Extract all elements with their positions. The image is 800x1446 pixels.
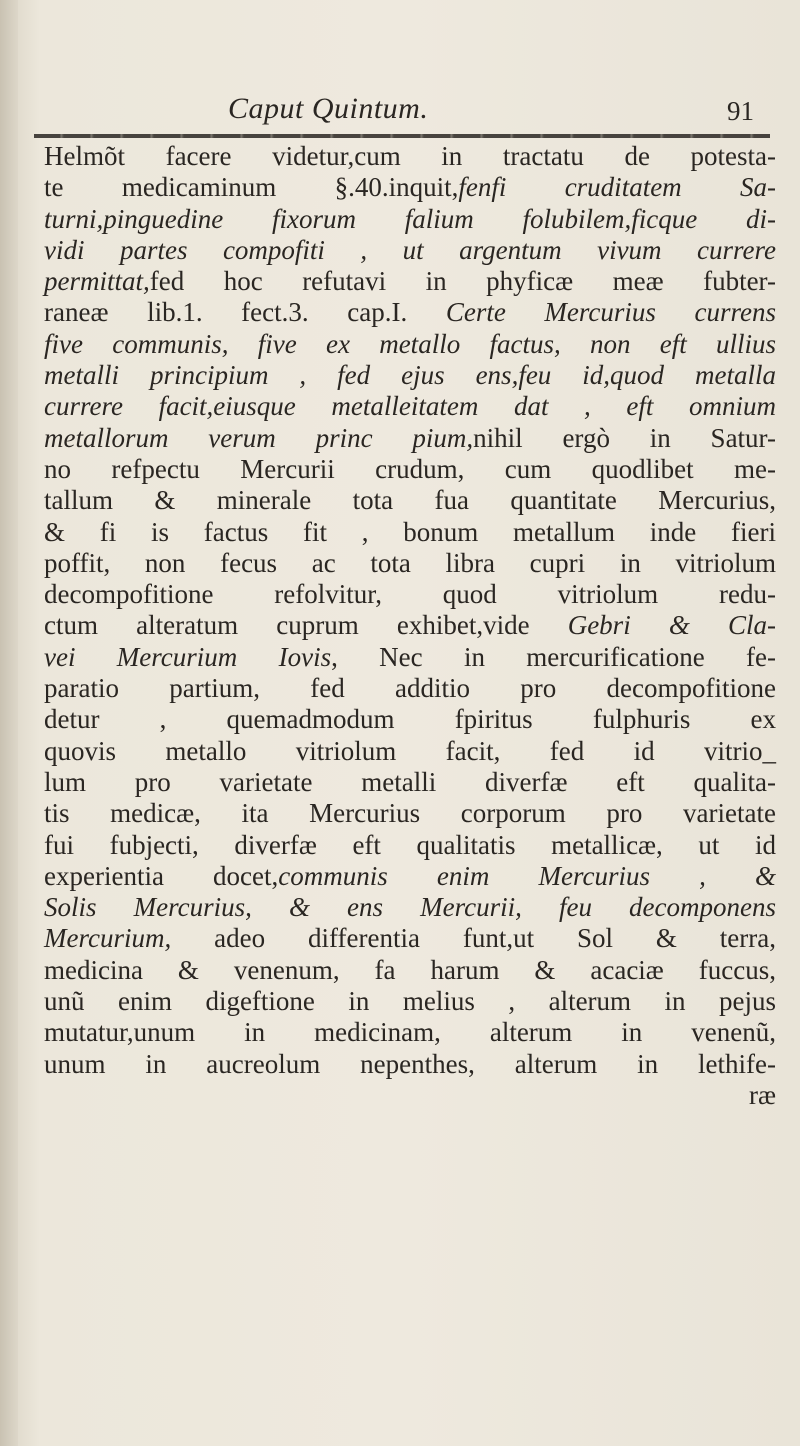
text-line xyxy=(44,579,776,610)
text-segment: raneæ lib.1. fect.3. cap.I. xyxy=(44,297,446,328)
text-line xyxy=(44,172,776,203)
text-line xyxy=(44,1049,776,1080)
text-segment: experientia docet, xyxy=(44,860,279,891)
italic-text-segment: currere facit,eiusque metalleitatem dat , eft omnium xyxy=(44,391,776,422)
text-segment: ræ xyxy=(749,1079,776,1110)
text-line xyxy=(44,892,776,923)
text-line xyxy=(44,610,776,641)
text-segment: nihil ergò in Satur- xyxy=(473,422,776,453)
text-segment: fui fubjecti, diverfæ eft qualitatis metallicæ, ut id xyxy=(44,829,776,860)
text-line xyxy=(44,360,776,391)
page-gutter-shadow xyxy=(0,0,18,1446)
text-segment: detur , quemadmodum fpiritus fulphuris ex xyxy=(44,704,776,735)
text-line xyxy=(44,955,776,986)
text-line xyxy=(44,141,776,172)
text-line xyxy=(44,329,776,360)
italic-text-segment: Mercurium, xyxy=(44,923,172,954)
text-line xyxy=(44,297,776,328)
italic-text-segment: vidi partes compofiti , ut argentum vivum currere xyxy=(44,234,776,265)
text-line xyxy=(44,923,776,954)
italic-text-segment: communis enim Mercurius , & xyxy=(278,860,776,891)
italic-text-segment: metalli principium , fed ejus ens,feu id,quod metalla xyxy=(44,360,776,391)
text-segment: poffit, non fecus ac tota libra cupri in vitriolum xyxy=(44,547,776,578)
text-segment: unũ enim digeftione in melius , alterum in pejus xyxy=(44,986,776,1017)
text-line xyxy=(44,204,776,235)
text-line xyxy=(44,423,776,454)
text-segment: ctum alteratum cuprum exhibet,vide xyxy=(44,610,568,641)
text-line xyxy=(44,986,776,1017)
text-line xyxy=(44,266,776,297)
text-segment: unum in aucreolum nepenthes, alterum in lethife- xyxy=(44,1048,776,1079)
italic-text-segment: vei Mercurium Iovis xyxy=(44,641,332,672)
text-line xyxy=(44,548,776,579)
text-line xyxy=(44,485,776,516)
text-segment: lum pro varietate metalli diverfæ eft qualita- xyxy=(44,766,776,797)
text-line xyxy=(44,391,776,422)
text-segment: Helmõt facere videtur,cum in tractatu de potesta- xyxy=(44,141,776,171)
text-line xyxy=(44,861,776,892)
header-rule xyxy=(34,134,770,138)
text-line xyxy=(44,830,776,861)
text-line xyxy=(44,517,776,548)
text-line xyxy=(44,1080,776,1111)
text-segment: te medicaminum §.40.inquit, xyxy=(44,172,459,203)
text-line xyxy=(44,767,776,798)
text-segment: paratio partium, fed additio pro decompofitione xyxy=(44,673,776,704)
text-segment: mutatur,unum in medicinam, alterum in venenũ, xyxy=(44,1017,776,1048)
text-segment: adeo differentia funt,ut Sol & terra, xyxy=(171,923,776,954)
text-segment: tis medicæ, ita Mercurius corporum pro varietate xyxy=(44,798,776,829)
text-segment: tallum & minerale tota fua quantitate Mercurius, xyxy=(44,485,776,516)
italic-text-segment: five communis, five ex metallo factus, non eft ullius xyxy=(44,328,776,359)
text-segment: decompofitione refolvitur, quod vitriolum redu- xyxy=(44,579,776,610)
text-segment: medicina & venenum, fa harum & acaciæ fuccus, xyxy=(44,954,776,985)
body-text xyxy=(44,141,776,1111)
italic-text-segment: Certe Mercurius currens xyxy=(445,297,776,328)
italic-text-segment: fenfi cruditatem Sa- xyxy=(458,172,776,203)
italic-text-segment: permittat, xyxy=(44,266,150,297)
italic-text-segment: turni,pinguedine fixorum falium folubilem,ficque di- xyxy=(44,203,776,234)
italic-text-segment: Gebri & Cla- xyxy=(567,610,776,641)
text-line xyxy=(44,454,776,485)
text-segment: no refpectu Mercurii crudum, cum quodlibet me- xyxy=(44,453,776,484)
text-line xyxy=(44,736,776,767)
italic-text-segment: Solis Mercurius, & ens Mercurii, feu decomponens xyxy=(44,892,776,923)
text-line xyxy=(44,673,776,704)
text-line xyxy=(44,798,776,829)
text-segment: & fi is factus fit , bonum metallum inde fieri xyxy=(44,516,776,547)
running-title: Caput Quintum. xyxy=(228,92,429,125)
text-segment: fed hoc refutavi in phyficæ meæ fubter- xyxy=(149,266,776,297)
italic-text-segment: metallorum verum princ pium, xyxy=(44,422,474,453)
page-header xyxy=(0,92,800,132)
text-line xyxy=(44,704,776,735)
text-line xyxy=(44,1017,776,1048)
page-number: 91 xyxy=(727,96,754,126)
text-line xyxy=(44,642,776,673)
text-segment: quovis metallo vitriolum facit, fed id vitrio_ xyxy=(44,735,776,766)
text-segment: , Nec in mercurificatione fe- xyxy=(331,641,776,672)
text-line xyxy=(44,235,776,266)
